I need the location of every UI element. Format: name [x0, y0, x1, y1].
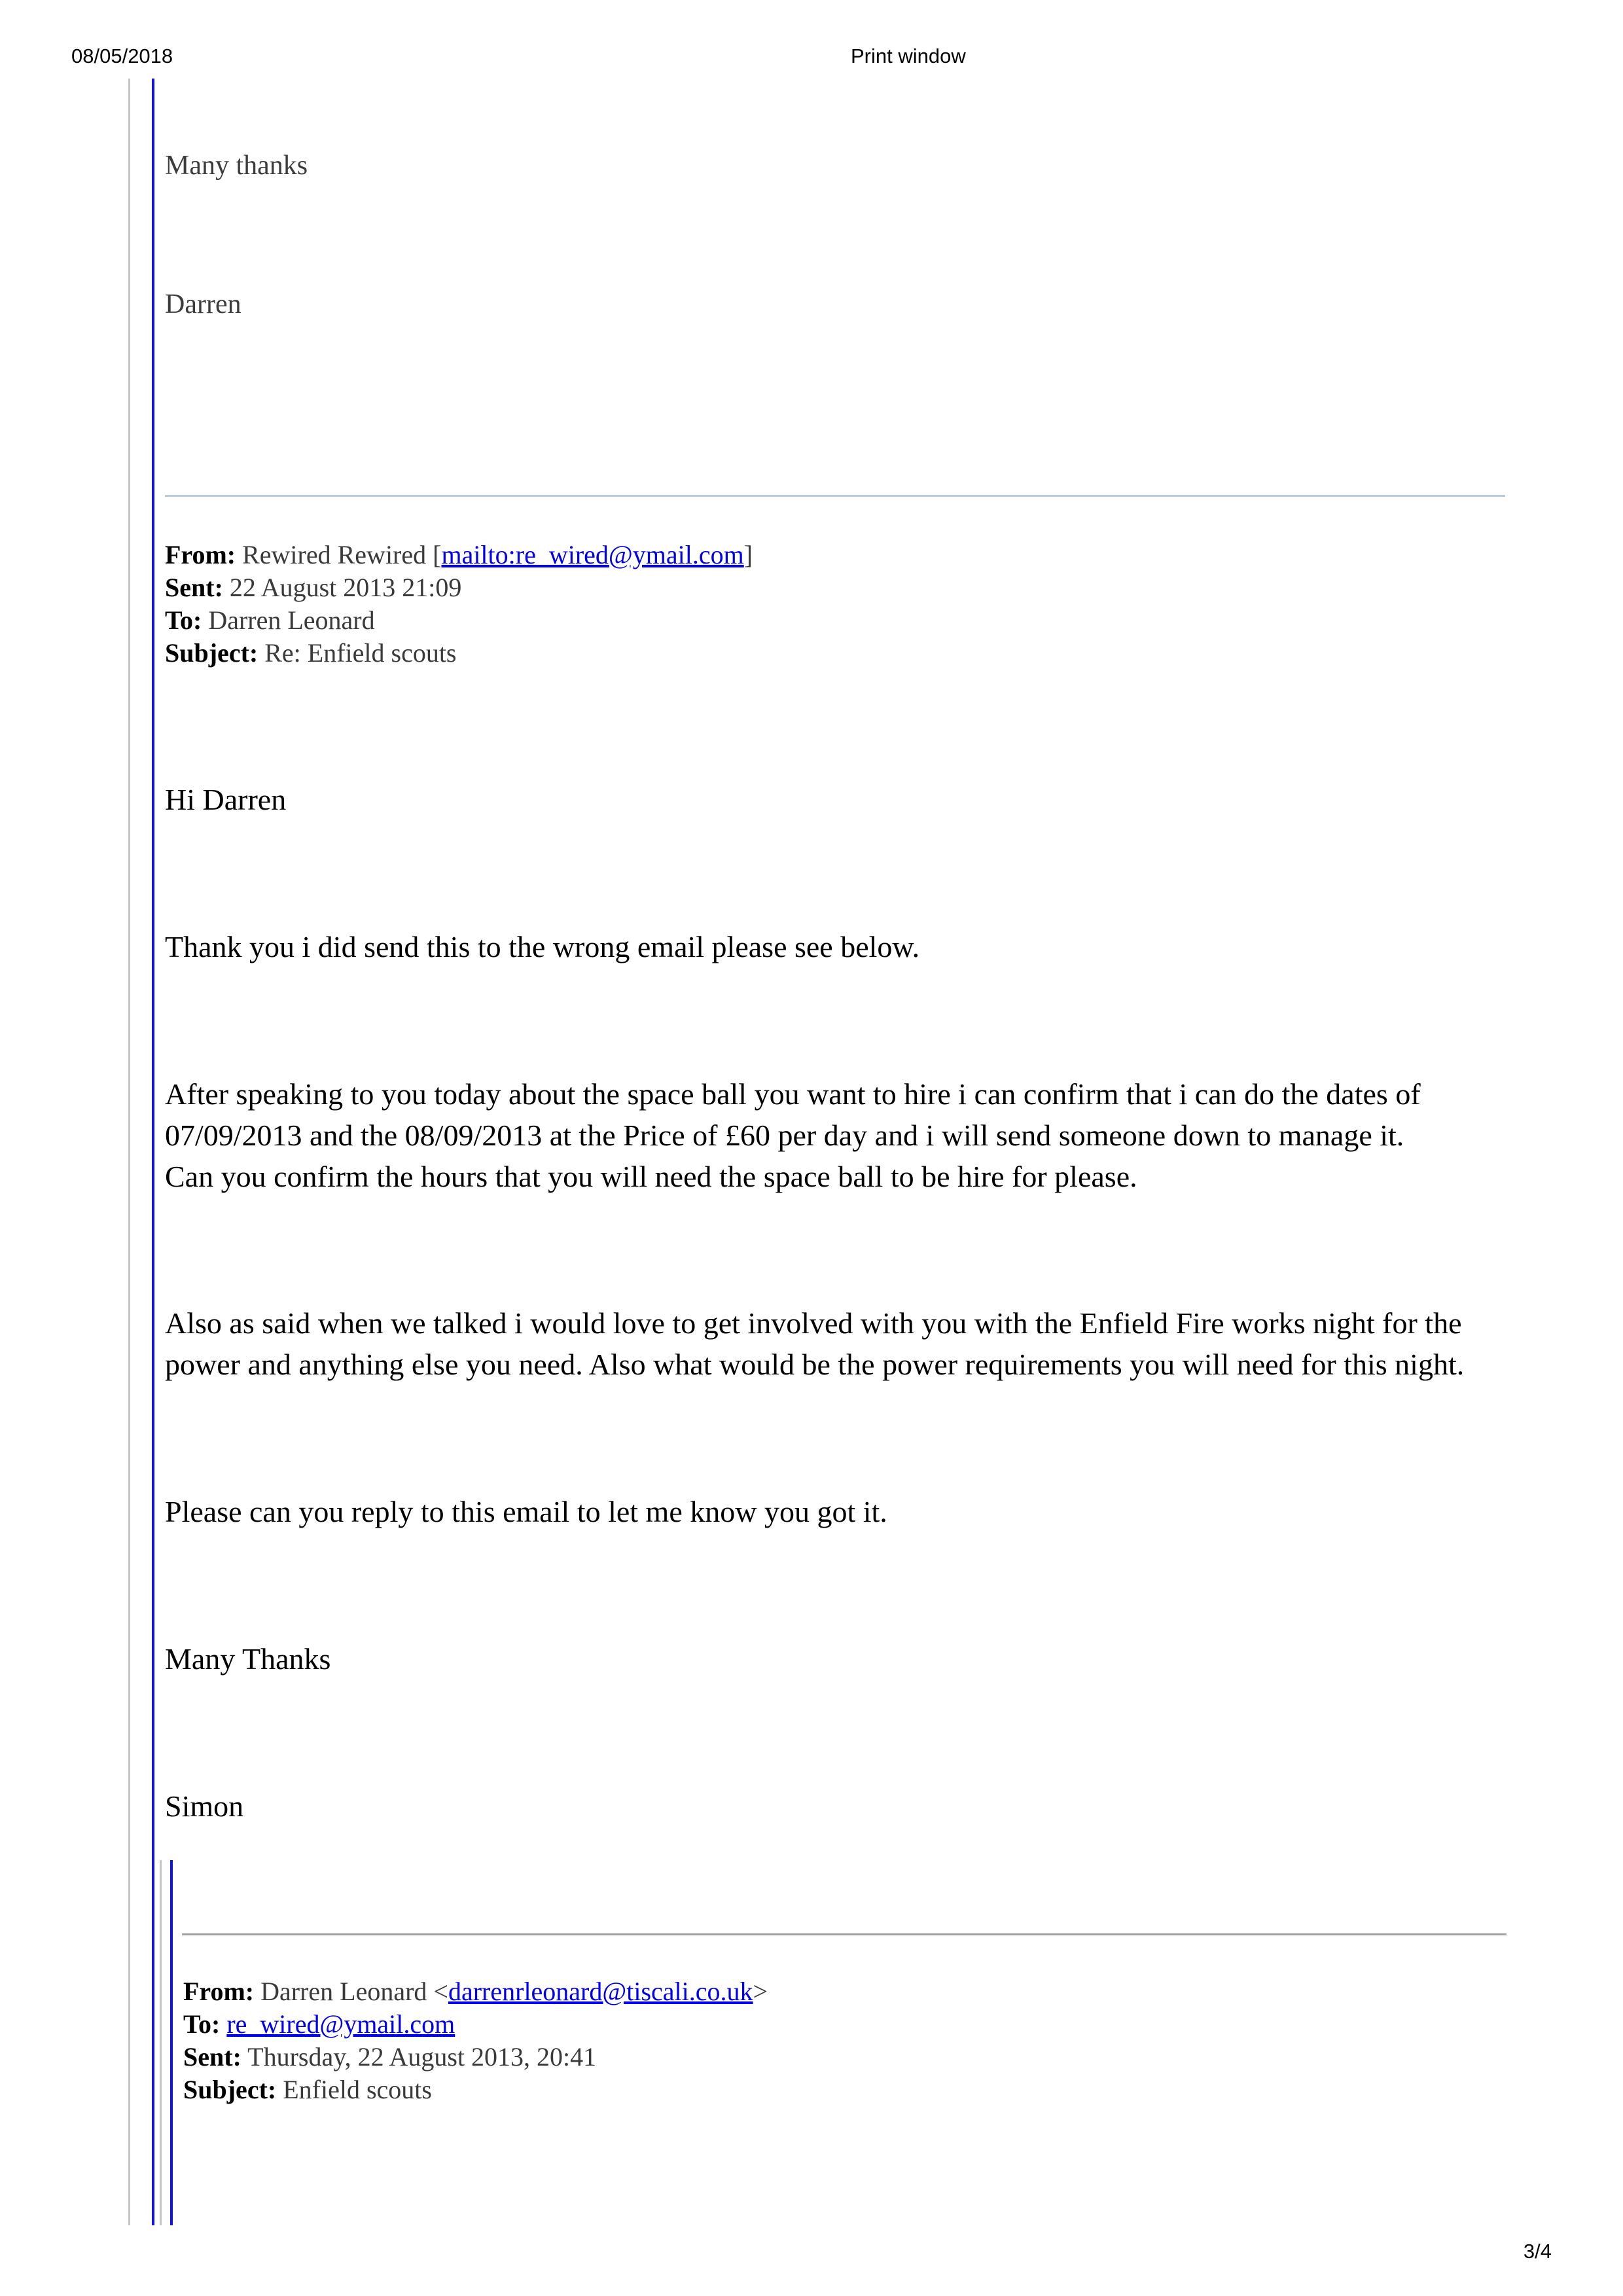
greeting: Hi Darren [165, 783, 287, 816]
subject-label: Subject: [165, 638, 259, 668]
body-paragraph-2 [165, 1073, 1421, 1197]
subject-value: Re: Enfield scouts [264, 638, 457, 668]
from-email-link[interactable]: darrenrleonard@tiscali.co.uk [448, 1977, 753, 2006]
message-2-sent-line [183, 2041, 596, 2073]
paragraph-line: 07/09/2013 and the 08/09/2013 at the Price of £60 per day and i will send someone down to manage it. [165, 1119, 1404, 1152]
message-1-from-line [165, 539, 753, 571]
to-label: To: [165, 605, 202, 635]
closing-many-thanks: Many Thanks [165, 1642, 331, 1676]
message-1-sent-line [165, 571, 461, 604]
subject-label: Subject: [183, 2075, 277, 2104]
paragraph-line: Also as said when we talked i would love to get involved with you with the Enfield Fire works night for the [165, 1306, 1462, 1340]
angle-close: > [753, 1977, 768, 2006]
quote-rule-level-2 [170, 1860, 173, 2225]
bracket-close: ] [743, 540, 753, 569]
quote-rule-outer [128, 79, 130, 2225]
body-paragraph-1: Thank you i did send this to the wrong email please see below. [165, 930, 920, 963]
message-2-to-line [183, 2008, 455, 2041]
sent-value: 22 August 2013 21:09 [229, 573, 462, 602]
from-label: From: [165, 540, 236, 569]
body-paragraph-3 [165, 1302, 1464, 1385]
paragraph-line: power and anything else you need. Also what would be the power requirements you will need for this night. [165, 1348, 1465, 1381]
to-value: Darren Leonard [208, 605, 375, 635]
quote-rule-level-1 [152, 79, 154, 2225]
message-2-from-line [183, 1975, 768, 2008]
print-window-title: Print window [851, 45, 966, 67]
to-email-link[interactable]: re_wired@ymail.com [226, 2009, 455, 2039]
to-label: To: [183, 2009, 221, 2039]
bracket-open: [ [433, 540, 442, 569]
sent-label: Sent: [165, 573, 223, 602]
closing-thanks: Many thanks [165, 151, 308, 181]
paragraph-line: After speaking to you today about the space ball you want to hire i can confirm that i can do the dates of [165, 1077, 1421, 1111]
from-label: From: [183, 1977, 255, 2006]
message-separator [165, 495, 1505, 497]
from-name: Rewired Rewired [242, 540, 433, 569]
quote-rule-level-2-gray [160, 1860, 162, 2225]
message-2-subject-line [183, 2073, 432, 2106]
signature: Simon [165, 1789, 244, 1823]
quoted-message-separator [182, 1933, 1507, 1935]
from-email-link[interactable]: mailto:re_wired@ymail.com [441, 540, 744, 569]
paragraph-line: Can you confirm the hours that you will need the space ball to be hire for please. [165, 1160, 1137, 1193]
message-1-subject-line [165, 637, 457, 670]
sent-value: Thursday, 22 August 2013, 20:41 [247, 2042, 597, 2072]
message-1-to-line [165, 604, 375, 637]
subject-value: Enfield scouts [283, 2075, 432, 2104]
print-date: 08/05/2018 [71, 45, 173, 67]
sent-label: Sent: [183, 2042, 241, 2072]
closing-name: Darren [165, 289, 241, 319]
page-number: 3/4 [1523, 2240, 1552, 2263]
from-name: Darren Leonard < [260, 1977, 448, 2006]
body-paragraph-4: Please can you reply to this email to let me know you got it. [165, 1495, 887, 1528]
